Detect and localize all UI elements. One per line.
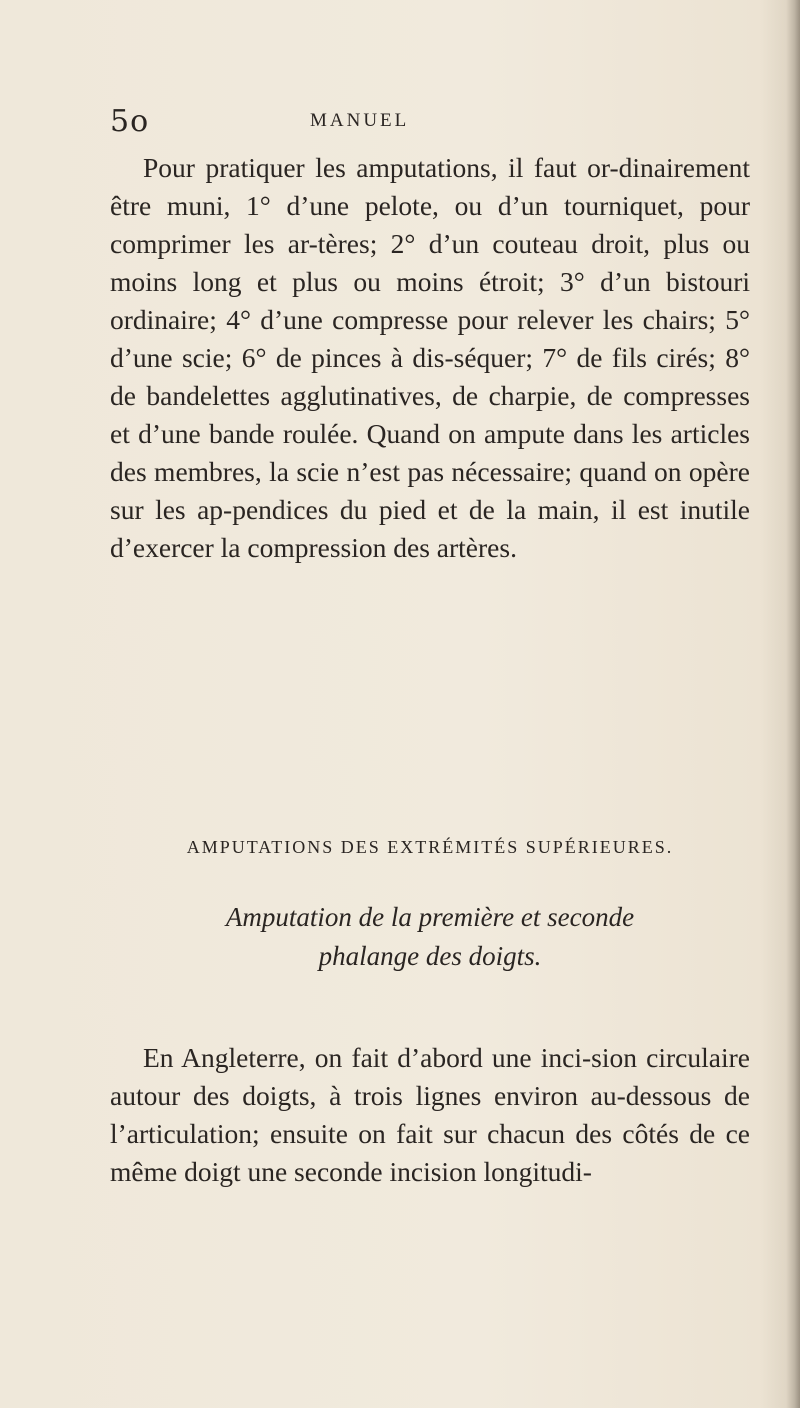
running-head <box>110 104 750 144</box>
paragraph-england-method <box>110 1039 750 1191</box>
running-title: MANUEL <box>310 110 410 131</box>
section-heading: AMPUTATIONS DES EXTRÉMITÉS SUPÉRIEURES. <box>186 837 674 857</box>
paragraph-instruments <box>110 149 750 567</box>
paragraph-text: Pour pratiquer les amputations, il faut or-dinairement être muni, 1° d’une pelote, ou d’un tourniquet, pour comprimer les ar-tères; 2° d’un couteau droit, plus ou moins long et plus ou moins étroit; 3° d’un bistouri ordinaire; 4° d’une compresse pour relever les chairs; 5° d’une scie; 6° de pinces à dis-séquer; 7° de fils cirés; 8° de bandelettes agglutinatives, de charpie, de compresses et d’une bande roulée. Quand on ampute dans les articles des membres, la scie n’est pas nécessaire; quand on opère sur les ap-pendices du pied et de la main, il est inutile d’exercer la compression des artères. <box>110 152 750 563</box>
paragraph-text: En Angleterre, on fait d’abord une inci-sion circulaire autour des doigts, à trois lignes environ au-dessous de l’articulation; ensuite on fait sur chacun des côtés de ce même doigt une seconde incision longitudi- <box>110 1042 750 1187</box>
subheading-line-1: Amputation de la première et seconde <box>225 902 635 932</box>
page-edge-shadow <box>786 0 800 1408</box>
subheading <box>110 898 750 976</box>
subheading-line-2: phalange des doigts. <box>318 941 542 971</box>
page-number: 5o <box>110 104 150 139</box>
